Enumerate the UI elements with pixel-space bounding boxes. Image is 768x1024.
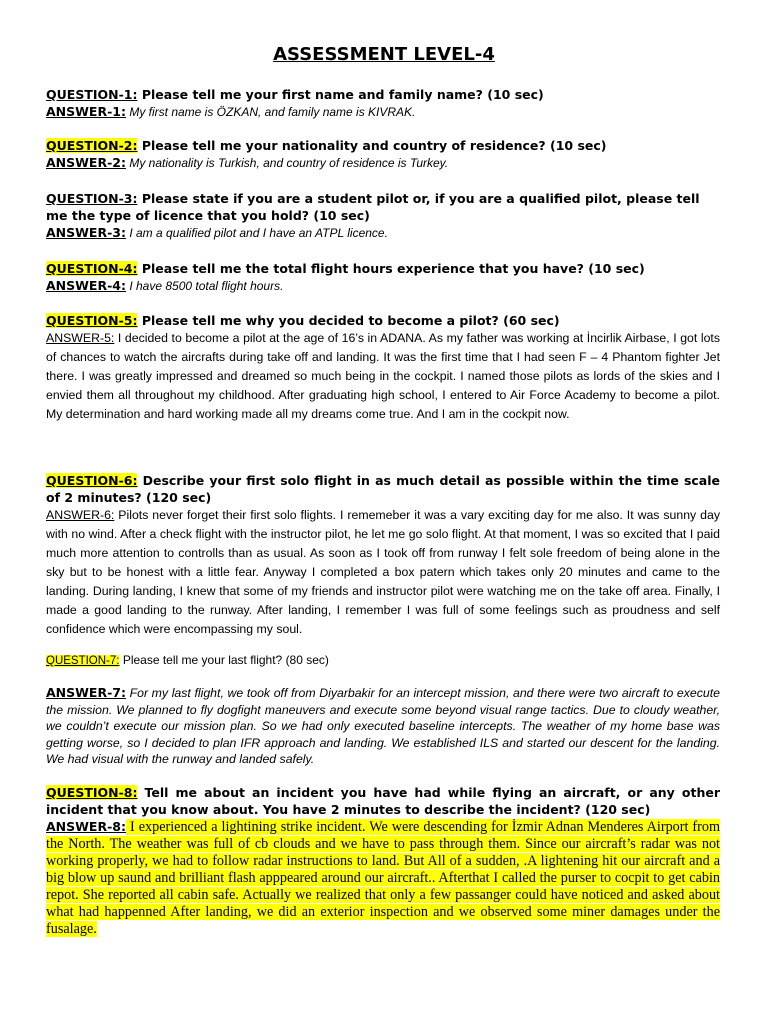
question-label: QUESTION-3:: [46, 191, 138, 206]
question-text: Please tell me why you decided to become a pilot? (60 sec): [137, 313, 560, 328]
question-text: Please tell me the total flight hours experience that you have? (10 sec): [137, 261, 645, 276]
qa-block-3: [46, 190, 720, 242]
answer-label: ANSWER-3:: [46, 225, 126, 240]
question-6: [46, 472, 720, 506]
answer-label: ANSWER-7:: [46, 685, 126, 700]
question-label: QUESTION-6:: [46, 473, 138, 488]
question-text: Please state if you are a student pilot or, if you are a qualified pilot, please tell me the type of licence that you hold? (10 sec): [46, 191, 700, 223]
answer-1: [46, 103, 720, 121]
question-4: [46, 260, 720, 277]
question-label: QUESTION-4:: [46, 261, 138, 276]
question-text: Please tell me your nationality and country of residence? (10 sec): [137, 138, 607, 153]
qa-block-4: [46, 260, 720, 295]
answer-6: [46, 506, 720, 639]
answer-text: For my last flight, we took off from Diyarbakir for an intercept mission, and there were two aircraft to execute the mission. We planned to fly dogfight maneuvers and execute some beyond visual range tactics. Due to cloudy weather, we couldn’t execute our mission plan. So we had only executed baseline intercepts. The weather of my home base was getting worse, so I decided to plan IFR approach and landing. We established ILS and started our descent for the landing. We had visual with the runway and landed safely.: [46, 686, 720, 766]
answer-text: I decided to become a pilot at the age of 16’s in ADANA. As my father was working at İncirlik Airbase, I got lots of chances to watch the aircrafts during take off and landing. It was the first time that I had seen F – 4 Phantom fighter Jet there. I was greatly impressed and dreamed so much being in the cockpit. I named those pilots as lords of the skies and I envied them all throughout my childhood. After graduating high school, I entered to Air Force Academy to become a pilot. My determination and hard working made all my dreams come true. And I am in the cockpit now.: [46, 331, 720, 421]
answer-label: ANSWER-2:: [46, 155, 126, 170]
answer-2: [46, 154, 720, 172]
answer-text: My first name is ÖZKAN, and family name is KIVRAK.: [125, 105, 416, 119]
answer-label: ANSWER-6:: [46, 508, 115, 522]
question-label: QUESTION-8:: [46, 785, 138, 800]
question-2: [46, 137, 720, 154]
answer-4: [46, 277, 720, 295]
question-3: [46, 190, 720, 224]
answer-label: ANSWER-4:: [46, 278, 126, 293]
question-label: QUESTION-2:: [46, 138, 138, 153]
qa-block-7: [46, 653, 720, 667]
question-label: QUESTION-7:: [46, 655, 120, 667]
answer-text: Pilots never forget their first solo flights. I rememeber it was a vary exciting day for me also. It was sunny day with no wind. After a check flight with the instructor pilot, he let me go solo flight. At that moment, I was so excited that I paid much more attention to controlls than as usual. As soon as I took off from runway I felt sole freedom of being alone in the sky but to be honest with a little fear. Anyway I completed a box patern which takes only 20 minutes and came to the landing. During landing, I knew that some of my friends and instructor pilot were watching me on the take off area. Finally, I made a good landing to the runway. After landing, I remember I was full of some feelings such as proudness and self confidence which were encompassing my soul.: [46, 508, 720, 636]
question-text: Please tell me your first name and family name? (10 sec): [137, 87, 544, 102]
qa-block-1: [46, 86, 720, 121]
answer-5: [46, 329, 720, 424]
qa-block-5: [46, 312, 720, 424]
answer-label: ANSWER-1:: [46, 104, 126, 119]
page-title: ASSESSMENT LEVEL-4: [273, 44, 495, 65]
answer-text: I experienced a lightining strike incident. We were descending for İzmir Adnan Menderes Airport from the North. The weather was full of cb clouds and we have to pass through them. Since our aircraft’s radar was not working properly, we had to follow radar instructions to land. But All of a sudden, .A lightening hit our aircraft and a big blow up saund and brilliant flash apppeared around our aircraft.. Afterthat I called the purser to cocpit to get cabin repot. She reported all cabin safe. Actually we realized that only a few passanger could have noticed and asked about what had happenned After landing, we did an exterior inspection and we observed some miner damages under the fusalage.: [46, 819, 720, 937]
answer-3: [46, 224, 720, 242]
qa-block-8: [46, 784, 720, 938]
answer-text: I have 8500 total flight hours.: [125, 279, 284, 293]
answer-label: ANSWER-5:: [46, 331, 115, 345]
question-8: [46, 784, 720, 818]
question-text: Please tell me your last flight? (80 sec): [119, 653, 329, 667]
question-5: [46, 312, 720, 329]
answer-8: [46, 818, 720, 938]
question-label: QUESTION-5:: [46, 313, 138, 328]
question-label: QUESTION-1:: [46, 87, 138, 102]
answer-text: I am a qualified pilot and I have an ATPL licence.: [125, 226, 388, 240]
question-1: [46, 86, 720, 103]
question-7: [46, 653, 720, 667]
qa-block-2: [46, 137, 720, 172]
answer-text: My nationality is Turkish, and country of residence is Turkey.: [125, 156, 449, 170]
question-text: Tell me about an incident you have had while flying an aircraft, or any other incident that you know about. You have 2 minutes to describe the incident? (120 sec): [46, 785, 720, 817]
answer-7-block: [46, 685, 720, 768]
question-text: Describe your first solo flight in as much detail as possible within the time scale of 2 minutes? (120 sec): [46, 473, 720, 505]
answer-label: ANSWER-8:: [46, 819, 126, 834]
answer-7: [46, 685, 720, 768]
qa-block-6: [46, 472, 720, 639]
